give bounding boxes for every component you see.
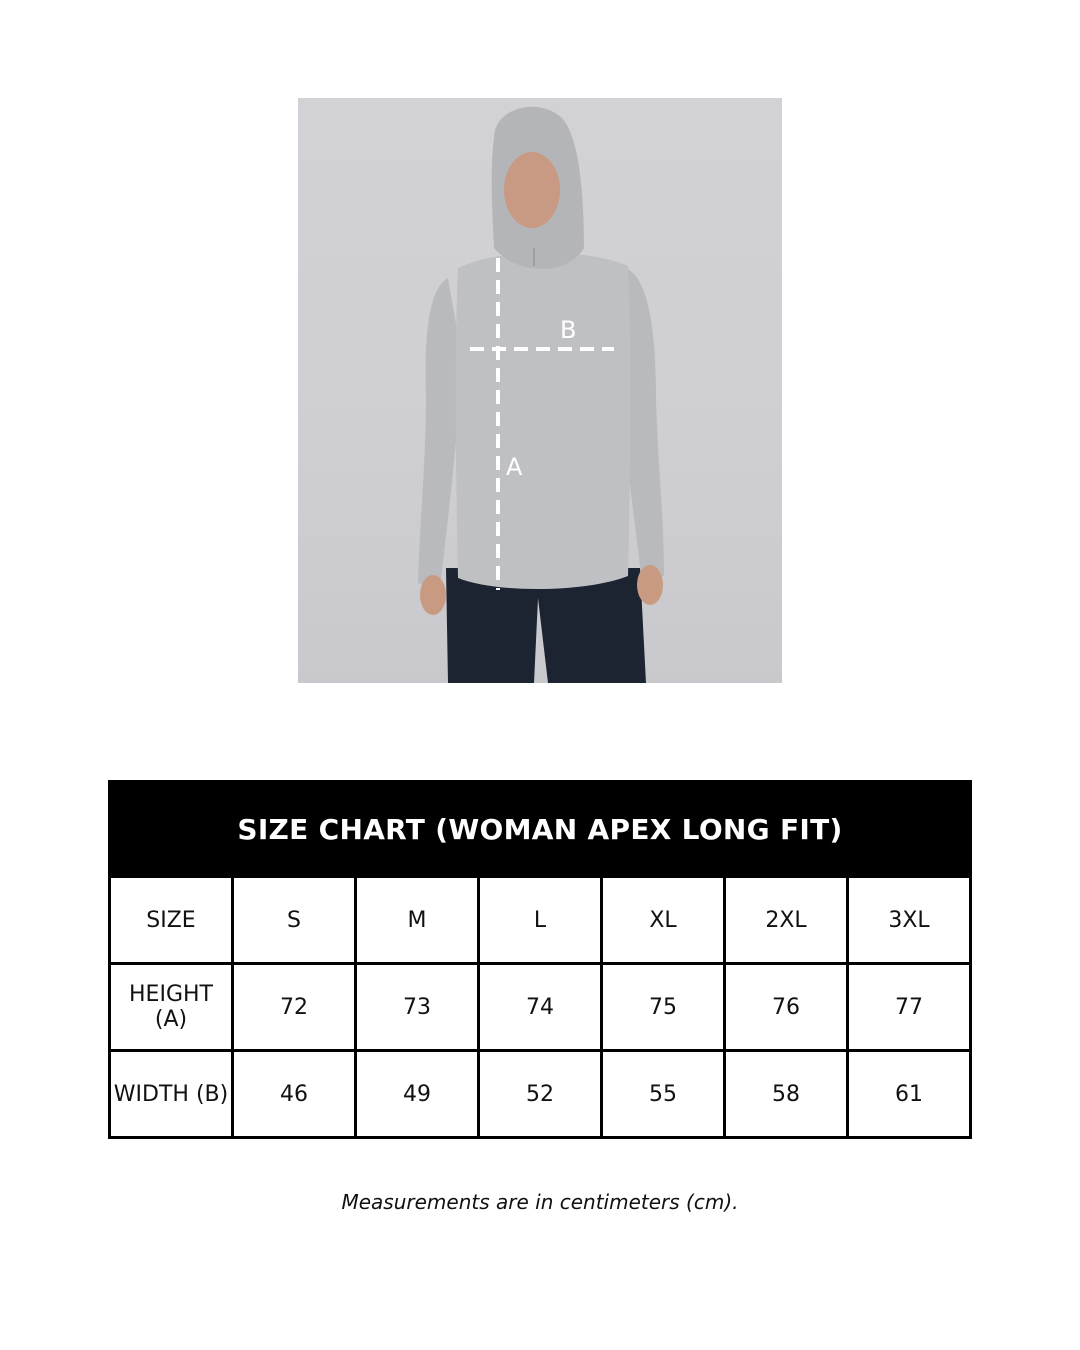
table-cell: 55 (602, 1051, 725, 1138)
model-illustration (298, 98, 782, 683)
table-cell: XL (602, 877, 725, 964)
table-cell: 77 (848, 964, 971, 1051)
table-cell: 3XL (848, 877, 971, 964)
table-cell: 52 (479, 1051, 602, 1138)
table-cell: S (233, 877, 356, 964)
row-header: WIDTH (B) (110, 1051, 233, 1138)
table-row-size (110, 877, 971, 964)
row-header: SIZE (110, 877, 233, 964)
table-cell: M (356, 877, 479, 964)
table-cell: L (479, 877, 602, 964)
table-cell: 49 (356, 1051, 479, 1138)
measurement-footnote: Measurements are in centimeters (cm). (341, 1190, 739, 1214)
table-cell: 73 (356, 964, 479, 1051)
size-chart-table (108, 780, 972, 1139)
table-cell: 2XL (725, 877, 848, 964)
measure-label-a: A (506, 453, 523, 481)
table-cell: 74 (479, 964, 602, 1051)
table-cell: 58 (725, 1051, 848, 1138)
table-cell: 46 (233, 1051, 356, 1138)
product-photo (298, 98, 782, 683)
table-row-height (110, 964, 971, 1051)
measure-label-b: B (560, 316, 577, 344)
row-header: HEIGHT (A) (110, 964, 233, 1051)
table-cell: 75 (602, 964, 725, 1051)
size-chart-title: SIZE CHART (WOMAN APEX LONG FIT) (110, 782, 971, 877)
table-row-width (110, 1051, 971, 1138)
table-cell: 76 (725, 964, 848, 1051)
table-cell: 61 (848, 1051, 971, 1138)
table-cell: 72 (233, 964, 356, 1051)
